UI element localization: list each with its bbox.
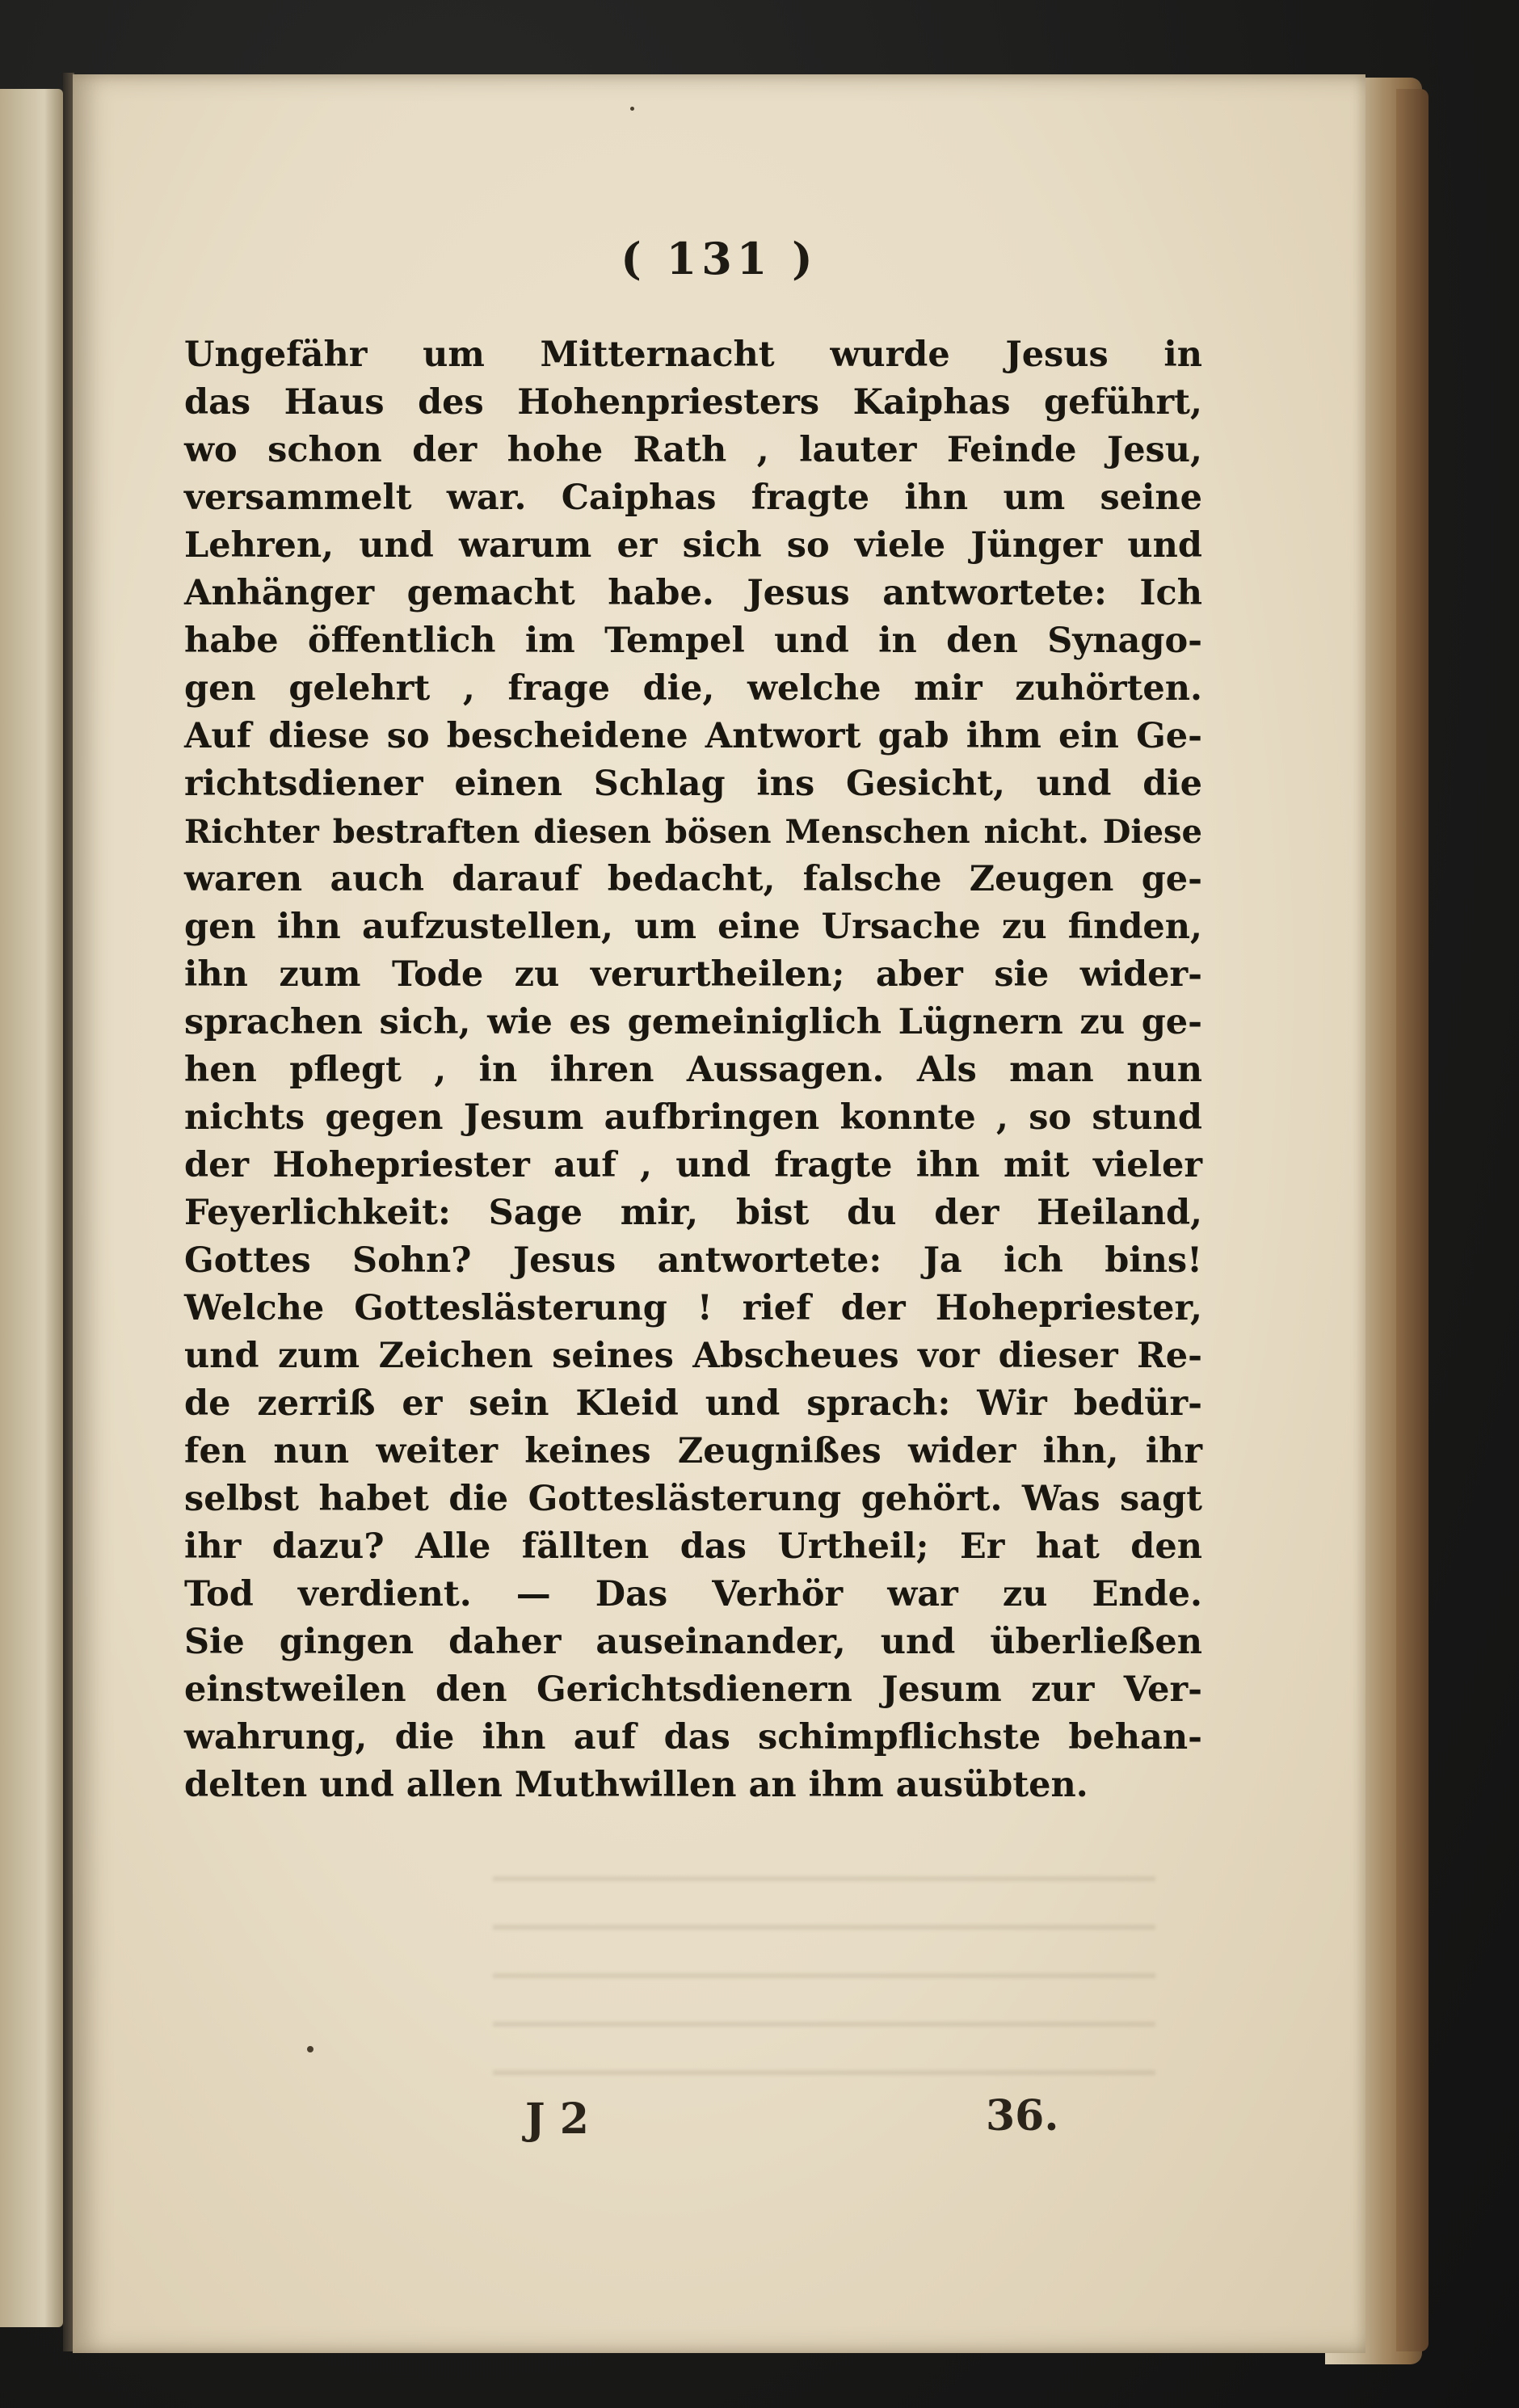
text-line: Richter bestraften diesen bösen Menschen nicht. Diese [184, 813, 1202, 851]
text-line: de zerriß er sein Kleid und sprach: Wir bedür- [184, 1383, 1202, 1424]
text-line: wo schon der hohe Rath , lauter Feinde Jesu, [184, 430, 1202, 470]
text-line: und zum Zeichen seines Abscheues vor dieser Re- [184, 1336, 1202, 1376]
ink-speck [630, 107, 634, 111]
book-page [73, 74, 1365, 2353]
text-line: ihr dazu? Alle fällten das Urtheil; Er hat den [184, 1526, 1202, 1567]
text-line: Feyerlichkeit: Sage mir, bist du der Heiland, [184, 1193, 1202, 1233]
text-line: fen nun weiter keines Zeugnißes wider ihn, ihr [184, 1431, 1202, 1471]
text-line: gen gelehrt , frage die, welche mir zuhörten. [184, 668, 1202, 709]
text-line: sprachen sich, wie es gemeiniglich Lügnern zu ge- [184, 1002, 1202, 1042]
cover-edge [1396, 89, 1429, 2351]
text-line: das Haus des Hohenpriesters Kaiphas geführt, [184, 382, 1202, 423]
text-line: wahrung, die ihn auf das schimpflichste behan- [184, 1717, 1202, 1758]
body-text [184, 331, 1202, 1809]
text-line: einstweilen den Gerichtsdienern Jesum zur Ver- [184, 1669, 1202, 1710]
text-line: nichts gegen Jesum aufbringen konnte , so stund [184, 1097, 1202, 1138]
ink-speck [307, 2046, 313, 2052]
text-line: hen pflegt , in ihren Aussagen. Als man nun [184, 1050, 1202, 1090]
show-through-text [493, 1852, 1155, 2119]
sheet-number: 36. [986, 2091, 1059, 2141]
page-number: ( 131 ) [621, 233, 818, 284]
text-line: delten und allen Muthwillen an ihm ausübten. [184, 1765, 1088, 1805]
text-line: Auf diese so bescheidene Antwort gab ihm ein Ge- [184, 716, 1202, 756]
text-line: Ungefähr um Mitternacht wurde Jesus in [184, 335, 1202, 375]
text-line: selbst habet die Gotteslästerung gehört. Was sagt [184, 1479, 1202, 1519]
text-line: versammelt war. Caiphas fragte ihn um seine [184, 478, 1202, 518]
text-line: Lehren, und warum er sich so viele Jünger und [184, 525, 1202, 566]
text-line: gen ihn aufzustellen, um eine Ursache zu finden, [184, 907, 1202, 947]
text-line: Sie gingen daher auseinander, und überließen [184, 1622, 1202, 1662]
text-line: ihn zum Tode zu verurtheilen; aber sie wider- [184, 954, 1202, 995]
gathering-signature: J 2 [525, 2094, 589, 2144]
text-line: Gottes Sohn? Jesus antwortete: Ja ich bins! [184, 1240, 1202, 1281]
text-line: richtsdiener einen Schlag ins Gesicht, und die [184, 764, 1202, 804]
text-line: Welche Gotteslästerung ! rief der Hohepriester, [184, 1288, 1202, 1328]
text-line: der Hohepriester auf , und fragte ihn mit vieler [184, 1145, 1202, 1185]
text-line: waren auch darauf bedacht, falsche Zeugen ge- [184, 859, 1202, 899]
left-page-edge [0, 89, 63, 2327]
text-line: Tod verdient. — Das Verhör war zu Ende. [184, 1574, 1202, 1614]
text-line: Anhänger gemacht habe. Jesus antwortete: Ich [184, 573, 1202, 613]
text-line: habe öffentlich im Tempel und in den Synago- [184, 621, 1202, 661]
